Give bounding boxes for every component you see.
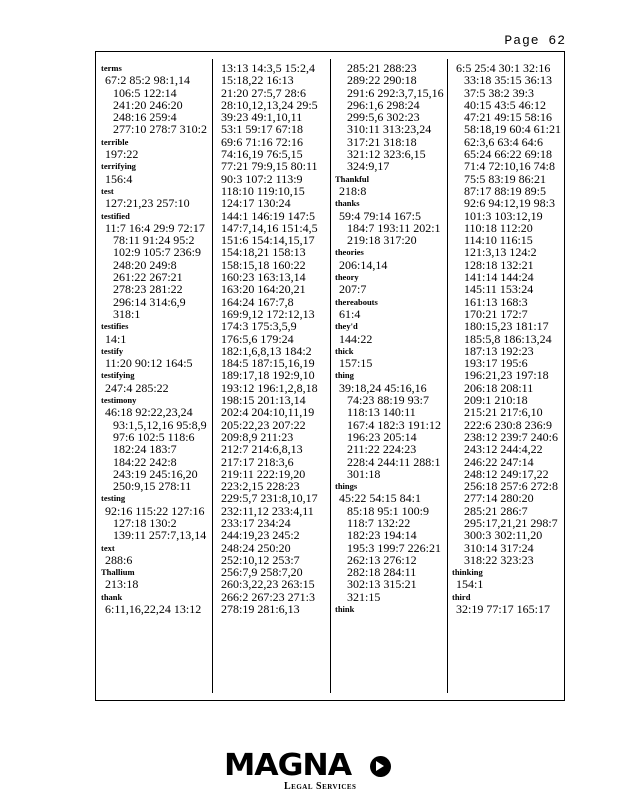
column-divider <box>447 59 448 693</box>
logo-wordmark: MAGNA <box>224 748 352 783</box>
page-line-reference: 219:11 222:19,20 <box>221 466 306 481</box>
page-line-reference: 247:4 285:22 <box>105 380 169 395</box>
page-line-reference: 209:8,9 211:23 <box>221 429 294 444</box>
page-line-reference: 59:4 79:14 167:5 <box>339 208 422 223</box>
page-line-reference: 102:9 105:7 236:9 <box>113 245 202 260</box>
page-line-reference: 193:12 196:1,2,8,18 <box>221 380 318 395</box>
page-line-reference: 243:12 244:4,22 <box>464 442 543 457</box>
page-line-reference: 154:1 <box>456 577 484 592</box>
page-line-reference: 318:1 <box>113 306 141 321</box>
page-line-reference: 93:1,5,12,16 95:8,9 <box>113 417 207 432</box>
page-line-reference: 299:5,6 302:23 <box>347 110 420 125</box>
logo-tagline: Legal Services <box>284 781 357 792</box>
page-line-reference: 285:21 286:7 <box>464 503 528 518</box>
page-line-reference: 11:20 90:12 164:5 <box>105 356 193 371</box>
page-line-reference: 205:22,23 207:22 <box>221 417 306 432</box>
page-line-reference: 141:14 144:24 <box>464 270 534 285</box>
page-line-reference: 39:23 49:1,10,11 <box>221 110 303 125</box>
page-line-reference: 277:10 278:7 310:2 <box>113 122 208 137</box>
page-line-reference: 174:3 175:3,5,9 <box>221 319 297 334</box>
page-line-reference: 222:6 230:8 236:9 <box>464 417 553 432</box>
page-line-reference: 218:8 <box>339 183 367 198</box>
page-line-reference: 288:6 <box>105 552 133 567</box>
page-line-reference: 244:19,23 245:2 <box>221 528 300 543</box>
page-line-reference: 296:14 314:6,9 <box>113 294 186 309</box>
page-line-reference: 161:13 168:3 <box>464 294 528 309</box>
page-line-reference: 69:6 71:16 72:16 <box>221 134 304 149</box>
page-line-reference: 13:13 14:3,5 15:2,4 <box>221 61 316 75</box>
page-line-reference: 260:3,22,23 263:15 <box>221 577 315 592</box>
page-line-reference: 321:12 323:6,15 <box>347 147 426 162</box>
page-line-reference: 106:5 122:14 <box>113 85 177 100</box>
page-line-reference: 163:20 164:20,21 <box>221 282 306 297</box>
arrow-circle-icon <box>370 756 391 777</box>
page-line-reference: 300:3 302:11,20 <box>464 528 543 543</box>
page-line-reference: 121:3,13 124:2 <box>464 245 537 260</box>
page-line-reference: 291:6 292:3,7,15,16 <box>347 85 444 100</box>
page-line-reference: 248:24 250:20 <box>221 540 291 555</box>
page-line-reference: 118:13 140:11 <box>347 405 416 420</box>
index-term: testing <box>101 493 126 504</box>
page-line-reference: 33:18 35:15 36:13 <box>464 73 553 88</box>
page-line-reference: 187:13 192:23 <box>464 343 534 358</box>
page-line-reference: 118:7 132:22 <box>347 515 411 530</box>
page-line-reference: 14:1 <box>105 331 127 346</box>
index-term: thereabouts <box>335 296 378 307</box>
page-line-reference: 144:1 146:19 147:5 <box>221 208 316 223</box>
page-line-reference: 233:17 234:24 <box>221 515 291 530</box>
page-line-reference: 40:15 43:5 46:12 <box>464 97 547 112</box>
page-line-reference: 67:2 85:2 98:1,14 <box>105 73 191 88</box>
page-line-reference: 62:3,6 63:4 64:6 <box>464 134 544 149</box>
index-term: theory <box>335 272 359 283</box>
page-line-reference: 147:7,14,16 151:4,5 <box>221 220 318 235</box>
index-term: terrible <box>101 136 129 147</box>
index-term: testifies <box>101 321 129 332</box>
page-line-reference: 184:7 193:11 202:1 <box>347 220 441 235</box>
page-line-reference: 154:18,21 158:13 <box>221 245 306 260</box>
page-line-reference: 197:22 <box>105 147 139 162</box>
page-line-reference: 248:16 259:4 <box>113 110 177 125</box>
page-line-reference: 124:17 130:24 <box>221 196 291 211</box>
page-line-reference: 87:17 88:19 89:5 <box>464 183 547 198</box>
page-number: Page 62 <box>504 33 566 48</box>
page-line-reference: 128:18 132:21 <box>464 257 534 272</box>
page-line-reference: 198:15 201:13,14 <box>221 393 306 408</box>
page-line-reference: 127:21,23 257:10 <box>105 196 190 211</box>
page-line-reference: 196:23 205:14 <box>347 429 417 444</box>
page-line-reference: 211:22 224:23 <box>347 442 417 457</box>
page-line-reference: 92:6 94:12,19 98:3 <box>464 196 556 211</box>
page-line-reference: 248:20 249:8 <box>113 257 177 272</box>
magna-logo <box>224 748 394 795</box>
page-line-reference: 295:17,21,21 298:7 <box>464 515 558 530</box>
page-line-reference: 176:5,6 179:24 <box>221 331 294 346</box>
page-line-reference: 6:5 25:4 30:1 32:16 <box>456 61 551 75</box>
page-line-reference: 74:16,19 76:5,15 <box>221 147 303 162</box>
page-line-reference: 160:23 163:13,14 <box>221 270 306 285</box>
page-line-reference: 310:11 313:23,24 <box>347 122 432 137</box>
page-line-reference: 296:1,6 298:24 <box>347 97 420 112</box>
page-line-reference: 318:22 323:23 <box>464 552 534 567</box>
index-column-3 <box>335 62 444 615</box>
page-line-reference: 250:9,15 278:11 <box>113 479 192 494</box>
page-line-reference: 170:21 172:7 <box>464 306 528 321</box>
page-line-reference: 217:17 218:3,6 <box>221 454 294 469</box>
page-line-reference: 246:22 247:14 <box>464 454 534 469</box>
page-line-reference: 65:24 66:22 69:18 <box>464 147 553 162</box>
page-line-reference: 15:18,22 16:13 <box>221 73 294 88</box>
index-term: testify <box>101 345 124 356</box>
index-term: theories <box>335 247 364 258</box>
index-term: thank <box>101 591 123 602</box>
page-line-reference: 139:11 257:7,13,14 <box>113 528 207 543</box>
page-line-reference: 144:22 <box>339 331 373 346</box>
page-line-reference: 180:15,23 181:17 <box>464 319 549 334</box>
page-line-reference: 310:14 317:24 <box>464 540 534 555</box>
index-term: Thankful <box>335 173 370 184</box>
page-line-reference: 71:4 72:10,16 74:8 <box>464 159 556 174</box>
page-line-reference: 223:2,15 228:23 <box>221 479 300 494</box>
index-term: things <box>335 481 358 492</box>
page-line-reference: 302:13 315:21 <box>347 577 417 592</box>
index-term: they'd <box>335 321 358 332</box>
page-line-reference: 262:13 276:12 <box>347 552 417 567</box>
page-line-reference: 189:17,18 192:9,10 <box>221 368 315 383</box>
page-line-reference: 219:18 317:20 <box>347 233 417 248</box>
page-line-reference: 97:6 102:5 118:6 <box>113 429 195 444</box>
page-line-reference: 157:15 <box>339 356 373 371</box>
page-line-reference: 207:7 <box>339 282 367 297</box>
page-line-reference: 282:18 284:11 <box>347 565 417 580</box>
page-line-reference: 241:20 246:20 <box>113 97 183 112</box>
page-line-reference: 278:19 281:6,13 <box>221 602 300 617</box>
page-line-reference: 28:10,12,13,24 29:5 <box>221 97 318 112</box>
index-term: test <box>101 185 114 196</box>
index-term: testified <box>101 210 130 221</box>
index-column-2 <box>217 62 318 615</box>
page-line-reference: 185:5,8 186:13,24 <box>464 331 552 346</box>
page-line-reference: 243:19 245:16,20 <box>113 466 198 481</box>
page-line-reference: 110:18 112:20 <box>464 220 533 235</box>
page-line-reference: 229:5,7 231:8,10,17 <box>221 491 318 506</box>
page-line-reference: 289:22 290:18 <box>347 73 417 88</box>
page-line-reference: 261:22 267:21 <box>113 270 183 285</box>
page-line-reference: 206:14,14 <box>339 257 388 272</box>
page-line-reference: 182:1,6,8,13 184:2 <box>221 343 312 358</box>
page-line-reference: 32:19 77:17 165:17 <box>456 602 551 617</box>
page-line-reference: 47:21 49:15 58:16 <box>464 110 553 125</box>
index-term: terrifying <box>101 161 136 172</box>
index-term: Thallium <box>101 567 135 578</box>
page-line-reference: 21:20 27:5,7 28:6 <box>221 85 307 100</box>
index-term: think <box>335 604 355 615</box>
page-line-reference: 301:18 <box>347 466 381 481</box>
index-term: third <box>452 591 471 602</box>
page-line-reference: 101:3 103:12,19 <box>464 208 543 223</box>
page-line-reference: 285:21 288:23 <box>347 61 417 75</box>
page-line-reference: 74:23 88:19 93:7 <box>347 393 430 408</box>
page-line-reference: 158:15,18 160:22 <box>221 257 306 272</box>
page-line-reference: 92:16 115:22 127:16 <box>105 503 205 518</box>
page-line-reference: 278:23 281:22 <box>113 282 183 297</box>
page-line-reference: 195:3 199:7 226:21 <box>347 540 442 555</box>
page-line-reference: 167:4 182:3 191:12 <box>347 417 442 432</box>
page-line-reference: 256:18 257:6 272:8 <box>464 479 559 494</box>
page-line-reference: 46:18 92:22,23,24 <box>105 405 193 420</box>
page-line-reference: 39:18,24 45:16,16 <box>339 380 427 395</box>
page-line-reference: 213:18 <box>105 577 139 592</box>
page-line-reference: 182:23 194:14 <box>347 528 417 543</box>
page-line-reference: 145:11 153:24 <box>464 282 534 297</box>
page-line-reference: 156:4 <box>105 171 133 186</box>
page-line-reference: 184:22 242:8 <box>113 454 177 469</box>
page-line-reference: 248:12 249:17,22 <box>464 466 549 481</box>
page-line-reference: 164:24 167:7,8 <box>221 294 294 309</box>
page-line-reference: 212:7 214:6,8,13 <box>221 442 303 457</box>
page-line-reference: 6:11,16,22,24 13:12 <box>105 602 202 617</box>
page-line-reference: 114:10 116:15 <box>464 233 533 248</box>
index-column-4 <box>452 62 561 615</box>
index-term: testimony <box>101 395 137 406</box>
page-line-reference: 238:12 239:7 240:6 <box>464 429 559 444</box>
page-line-reference: 53:1 59:17 67:18 <box>221 122 304 137</box>
page-line-reference: 118:10 119:10,15 <box>221 183 305 198</box>
page-line-reference: 90:3 107:2 113:9 <box>221 171 303 186</box>
page-line-reference: 196:21,23 197:18 <box>464 368 549 383</box>
page-line-reference: 256:7,9 258:7,20 <box>221 565 303 580</box>
page-line-reference: 75:5 83:19 86:21 <box>464 171 547 186</box>
index-frame <box>95 51 565 701</box>
page-line-reference: 45:22 54:15 84:1 <box>339 491 422 506</box>
page-line-reference: 252:10,12 253:7 <box>221 552 300 567</box>
index-column-1 <box>101 62 207 615</box>
page-line-reference: 37:5 38:2 39:3 <box>464 85 535 100</box>
page-line-reference: 169:9,12 172:12,13 <box>221 306 315 321</box>
page-line-reference: 151:6 154:14,15,17 <box>221 233 315 248</box>
index-term: thing <box>335 370 354 381</box>
page-line-reference: 202:4 204:10,11,19 <box>221 405 315 420</box>
page-line-reference: 11:7 16:4 29:9 72:17 <box>105 220 205 235</box>
index-term: text <box>101 542 115 553</box>
page-line-reference: 193:17 195:6 <box>464 356 528 371</box>
page-line-reference: 78:11 91:24 95:2 <box>113 233 195 248</box>
index-term: thanks <box>335 198 360 209</box>
column-divider <box>330 59 331 693</box>
page-line-reference: 228:4 244:11 288:1 <box>347 454 441 469</box>
page-line-reference: 61:4 <box>339 306 361 321</box>
page-line-reference: 127:18 130:2 <box>113 515 177 530</box>
index-term: thinking <box>452 567 483 578</box>
page-line-reference: 321:15 <box>347 589 381 604</box>
page-line-reference: 232:11,12 233:4,11 <box>221 503 314 518</box>
index-term: thick <box>335 345 354 356</box>
page-line-reference: 317:21 318:18 <box>347 134 417 149</box>
column-divider <box>212 59 213 693</box>
page-line-reference: 266:2 267:23 271:3 <box>221 589 316 604</box>
page-line-reference: 184:5 187:15,16,19 <box>221 356 315 371</box>
page-line-reference: 209:1 210:18 <box>464 393 528 408</box>
page-line-reference: 58:18,19 60:4 61:21 <box>464 122 562 137</box>
page-line-reference: 324:9,17 <box>347 159 390 174</box>
index-term: terms <box>101 63 122 73</box>
page-line-reference: 182:24 183:7 <box>113 442 177 457</box>
page-line-reference: 77:21 79:9,15 80:11 <box>221 159 318 174</box>
page-line-reference: 85:18 95:1 100:9 <box>347 503 430 518</box>
page-line-reference: 277:14 280:20 <box>464 491 534 506</box>
page-line-reference: 206:18 208:11 <box>464 380 534 395</box>
index-term: testifying <box>101 370 135 381</box>
page-line-reference: 215:21 217:6,10 <box>464 405 543 420</box>
